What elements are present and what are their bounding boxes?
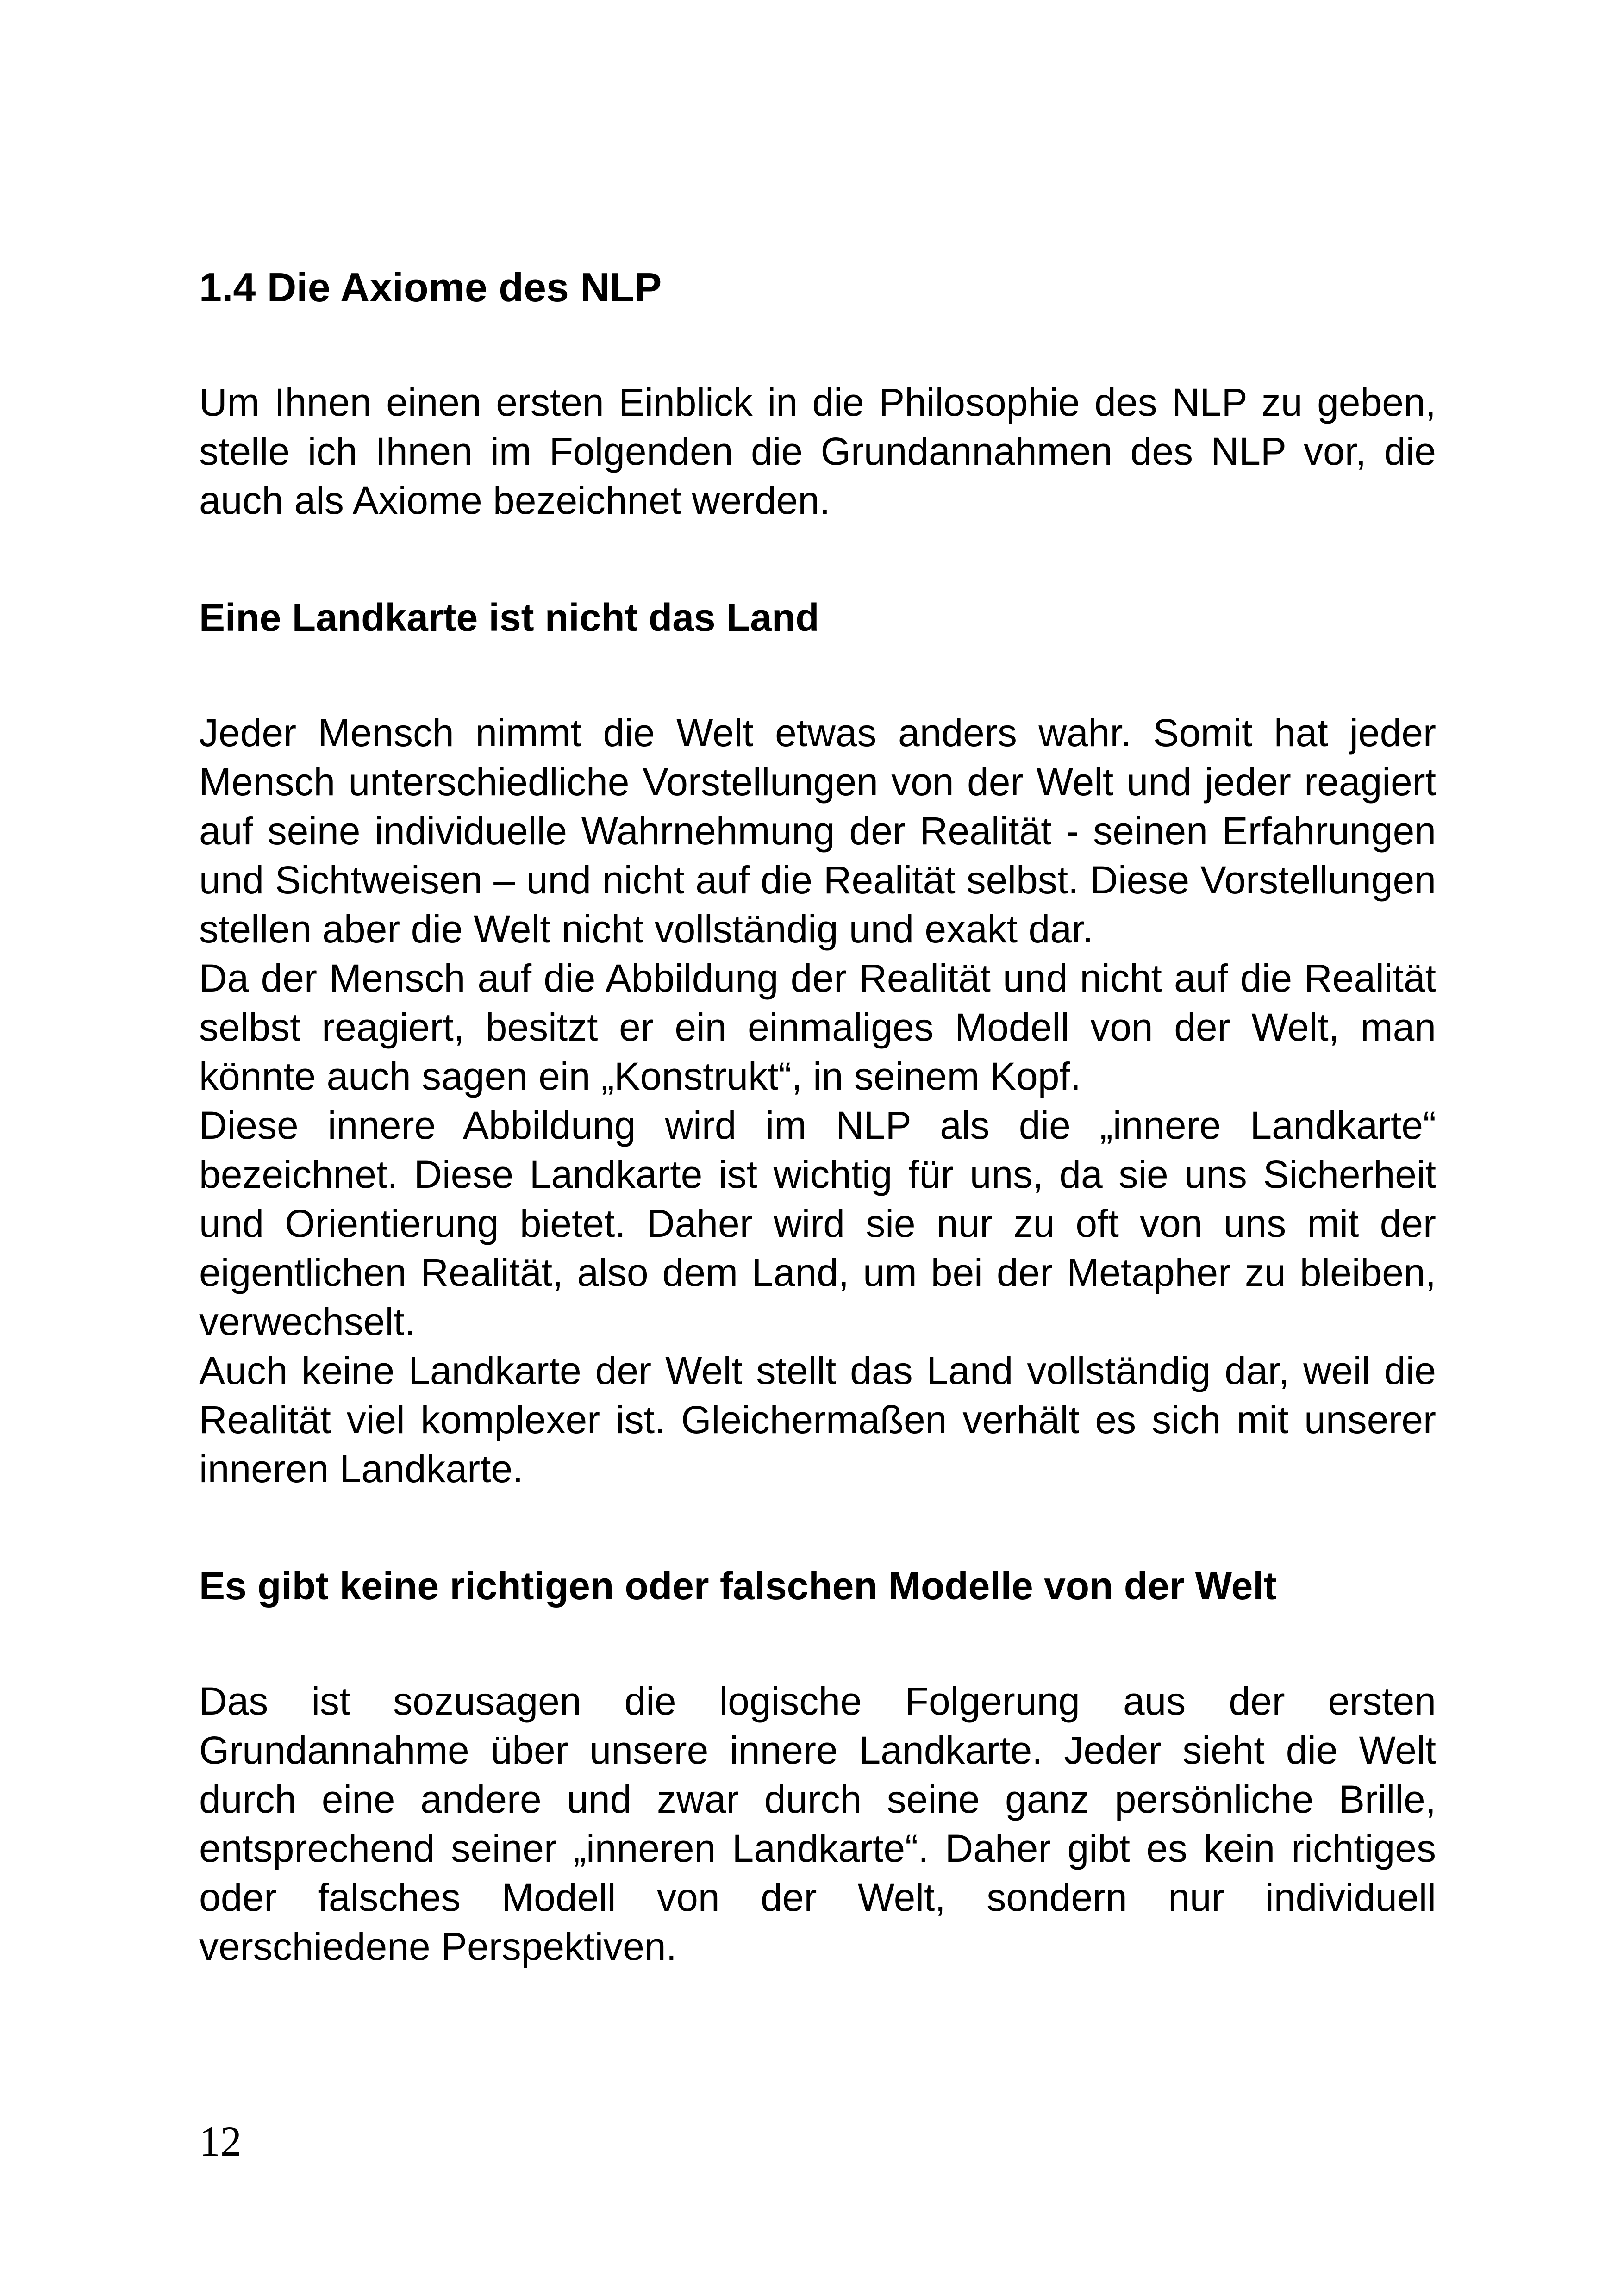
axiom-1-paragraph: Auch keine Landkarte der Welt stellt das Land vollständig dar, weil die Realität viel komplexer ist. Gleichermaßen verhält es sich mit unserer inneren Landkarte. bbox=[199, 1348, 1436, 1491]
axiom-2-paragraph: Das ist sozusagen die logische Folgerung aus der ersten Grundannahme über unsere innere Landkarte. Jeder sieht die Welt durch eine andere und zwar durch seine ganz persönliche Brille, entsprechend seiner „inneren Landkarte“. Daher gibt es kein richtiges oder falsches Modell von der Welt, sondern nur individuell verschiedene Perspektiven. bbox=[199, 1679, 1436, 1968]
axiom-1-paragraph: Diese innere Abbildung wird im NLP als die „innere Landkarte“ bezeichnet. Diese Landkarte ist wichtig für uns, da sie uns Sicherheit und Orientierung bietet. Daher wird sie nur zu oft von uns mit der eigentlichen Realität, also dem Land, um bei der Metapher zu bleiben, verwechselt. bbox=[199, 1103, 1436, 1343]
axiom-1-heading: Eine Landkarte ist nicht das Land bbox=[199, 596, 819, 640]
page-content bbox=[199, 264, 1436, 1971]
section-title: 1.4 Die Axiome des NLP bbox=[199, 264, 662, 310]
intro-paragraph: Um Ihnen einen ersten Einblick in die Philosophie des NLP zu geben, stelle ich Ihnen im Folgenden die Grundannahmen des NLP vor, die auch als Axiome bezeichnet werden. bbox=[199, 380, 1436, 523]
axiom-1-paragraph: Jeder Mensch nimmt die Welt etwas anders wahr. Somit hat jeder Mensch unterschiedliche Vorstellungen von der Welt und jeder reagiert auf seine individuelle Wahrnehmung der Realität - seinen Erfahrungen und Sichtweisen – und nicht auf die Realität selbst. Diese Vorstellungen stellen aber die Welt nicht vollständig und exakt dar. bbox=[199, 711, 1436, 951]
axiom-1-paragraph: Da der Mensch auf die Abbildung der Realität und nicht auf die Realität selbst reagiert, besitzt er ein einmaliges Modell von der Welt, man könnte auch sagen ein „Konstrukt“, in seinem Kopf. bbox=[199, 956, 1436, 1098]
axiom-2-heading: Es gibt keine richtigen oder falschen Modelle von der Welt bbox=[199, 1564, 1277, 1608]
page-number: 12 bbox=[199, 2118, 242, 2165]
